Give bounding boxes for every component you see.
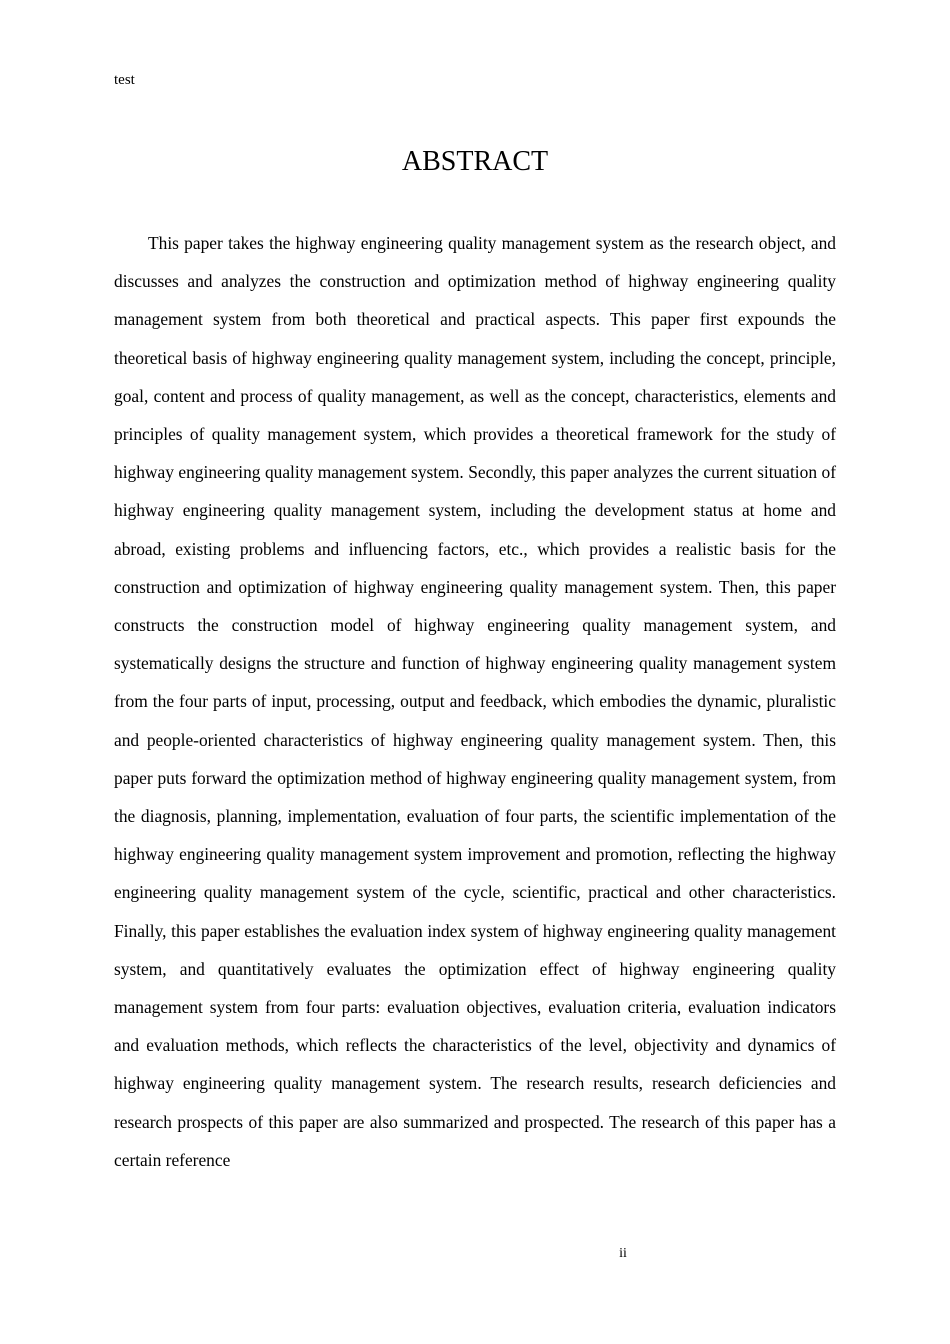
running-header: test xyxy=(114,72,135,88)
abstract-body: This paper takes the highway engineering quality management system as the research object, and discusses and analyzes the construction and optimization method of highway engineering quality management system from both theoretical and practical aspects. This paper first expounds the theoretical basis of highway engineering quality management system, including the concept, principle, goal, content and process of quality management, as well as the concept, characteristics, elements and principles of quality management system, which provides a theoretical framework for the study of highway engineering quality management system. Secondly, this paper analyzes the current situation of highway engineering quality management system, including the development status at home and abroad, existing problems and influencing factors, etc., which provides a realistic basis for the construction and optimization of highway engineering quality management system. Then, this paper constructs the construction model of highway engineering quality management system, and systematically designs the structure and function of highway engineering quality management system from the four parts of input, processing, output and feedback, which embodies the dynamic, pluralistic and people-oriented characteristics of highway engineering quality management system. Then, this paper puts forward the optimization method of highway engineering quality management system, from the diagnosis, planning, implementation, evaluation of four parts, the scientific implementation of the highway engineering quality management system improvement and promotion, reflecting the highway engineering quality management system of the cycle, scientific, practical and other characteristics. Finally, this paper establishes the evaluation index system of highway engineering quality management system, and quantitatively evaluates the optimization effect of highway engineering quality management system from four parts: evaluation objectives, evaluation criteria, evaluation indicators and evaluation methods, which reflects the characteristics of the level, objectivity and dynamics of highway engineering quality management system. The research results, research deficiencies and research prospects of this paper are also summarized and prospected. The research of this paper has a certain reference xyxy=(114,233,836,1170)
page-number: ii xyxy=(619,1246,627,1261)
abstract-title: ABSTRACT xyxy=(401,146,549,177)
